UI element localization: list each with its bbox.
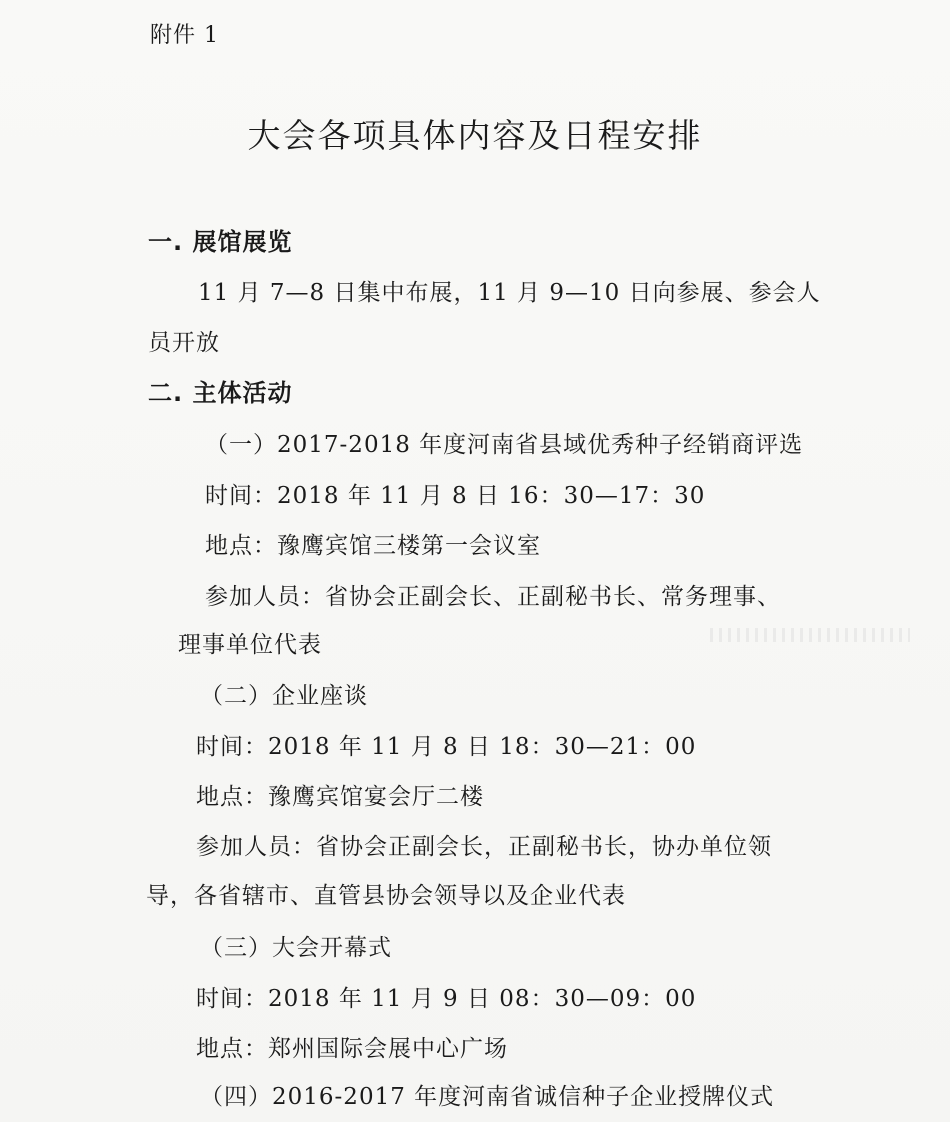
scan-smudge [710, 628, 910, 642]
activity-3-time: 时间：2018 年 11 月 9 日 08：30—09：00 [196, 986, 697, 1012]
section-heading-exhibition: 一. 展馆展览 [148, 228, 293, 256]
attachment-label: 附件 1 [150, 23, 219, 48]
activity-2-time: 时间：2018 年 11 月 8 日 18：30—21：00 [196, 734, 697, 760]
exhibition-body-line-1: 11 月 7—8 日集中布展，11 月 9—10 日向参展、参会人 [198, 280, 821, 306]
activity-2-title: （二）企业座谈 [200, 683, 368, 709]
document-title: 大会各项具体内容及日程安排 [247, 116, 703, 155]
activity-3-location: 地点：郑州国际会展中心广场 [196, 1036, 508, 1062]
activity-1-participants-line-2: 理事单位代表 [178, 632, 322, 658]
activity-1-location: 地点：豫鹰宾馆三楼第一会议室 [205, 533, 541, 559]
activity-3-title: （三）大会开幕式 [200, 935, 392, 961]
activity-4-title: （四）2016-2017 年度河南省诚信种子企业授牌仪式 [200, 1084, 775, 1110]
activity-2-location: 地点：豫鹰宾馆宴会厅二楼 [196, 784, 484, 810]
activity-1-time: 时间：2018 年 11 月 8 日 16：30—17：30 [205, 483, 706, 509]
activity-1-title: （一）2017-2018 年度河南省县域优秀种子经销商评选 [205, 432, 804, 458]
activity-1-participants-line-1: 参加人员：省协会正副会长、正副秘书长、常务理事、 [205, 584, 781, 610]
exhibition-body-line-2: 员开放 [148, 330, 220, 356]
section-heading-activities: 二. 主体活动 [148, 379, 293, 407]
activity-2-participants-line-2: 导，各省辖市、直管县协会领导以及企业代表 [146, 883, 626, 909]
activity-2-participants-line-1: 参加人员：省协会正副会长，正副秘书长，协办单位领 [196, 834, 772, 860]
